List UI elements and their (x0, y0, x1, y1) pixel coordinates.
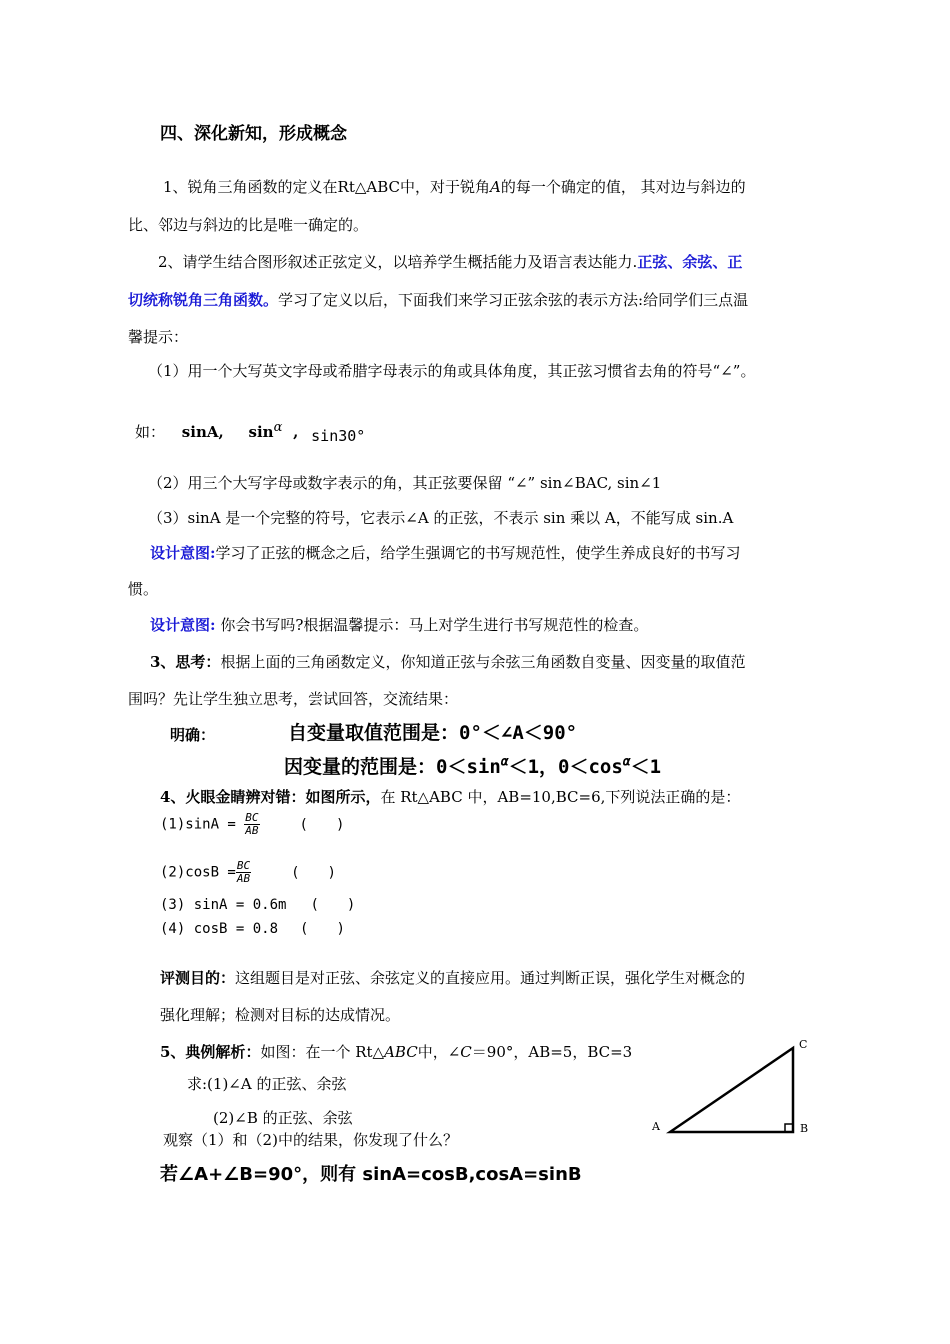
question-5-observe: 观察（1）和（2)中的结果，你发现了什么？ (163, 1131, 458, 1149)
paragraph-2-line-3: 馨提示： (128, 328, 189, 346)
fraction: $\frac{BC}{AB}$ (245, 811, 259, 837)
design-intent-1-line-2: 惯。 (128, 580, 159, 598)
q4-item-1: (1)sinA = $\frac{BC}{AB}$ ( ) (160, 811, 345, 837)
vertex-a-label: A (652, 1120, 660, 1133)
tip-2: （2）用三个大写字母或数字表示的角，其正弦要保留 “∠” sin∠BAC, sin∠1 (148, 474, 662, 492)
range-independent: 自变量取值范围是：0°＜∠A＜90° (288, 722, 578, 744)
evaluation-line-1: 评测目的：这组题目是对正弦、余弦定义的直接应用。通过判断正误，强化学生对概念的 (160, 969, 746, 987)
conclusion: 若∠A+∠B=90°，则有 sinA=cosB,cosA=sinB (160, 1164, 582, 1185)
paragraph-1-line-2: 比、邻边与斜边的比是唯一确定的。 (128, 216, 369, 234)
paragraph-2-line-1: 2、请学生结合图形叙述正弦定义，以培养学生概括能力及语言表达能力.正弦、余弦、正 (158, 253, 743, 271)
vertex-c-label: C (799, 1038, 808, 1051)
think-line-2: 围吗？先让学生独立思考，尝试回答，交流结果： (128, 690, 459, 708)
question-4: 4、火眼金睛辨对错：如图所示，在 Rt△ABC 中，AB=10,BC=6,下列说法正确的是： (160, 788, 741, 806)
design-intent-2: 设计意图: 你会书写吗?根据温馨提示：马上对学生进行书写规范性的检查。 (150, 616, 649, 634)
triangle-abc (670, 1048, 793, 1132)
example-line: 如： sinA, $\sin^\alpha$ , sin30° (135, 420, 366, 445)
question-5-ask-1: 求:(1)∠A 的正弦、余弦 (187, 1075, 347, 1093)
section-title: 四、深化新知，形成概念 (160, 124, 347, 144)
paragraph-2-line-2: 切统称锐角三角函数。学习了定义以后，下面我们来学习正弦余弦的表示方法:给同学们三点温 (128, 291, 749, 309)
think-line-1: 3、思考：根据上面的三角函数定义，你知道正弦与余弦三角函数自变量、因变量的取值范 (150, 653, 746, 671)
clear-label: 明确： (170, 726, 216, 744)
tip-3: （3）sinA 是一个完整的符号，它表示∠A 的正弦，不表示 sin 乘以 A，不能写成 sin.A (148, 509, 734, 527)
tip-1: （1）用一个大写英文字母或希腊字母表示的角或具体角度，其正弦习惯省去角的符号“∠”。 (148, 362, 756, 380)
fraction: $\frac{BC}{AB}$ (236, 859, 251, 885)
design-intent-1: 设计意图:学习了正弦的概念之后，给学生强调它的书写规范性，使学生养成良好的书写习 (150, 544, 741, 562)
question-5: 5、典例解析：如图：在一个 Rt△ABC中，∠C＝90°，AB=5，BC=3 (160, 1043, 633, 1061)
vertex-b-label: B (800, 1122, 809, 1135)
range-dependent: 因变量的范围是：$0<\sin^\alpha<1$，$0<\cos^\alpha<1$ (284, 754, 662, 778)
question-5-ask-2: (2)∠B 的正弦、余弦 (213, 1109, 353, 1127)
q4-item-4: (4) cosB = 0.8 ( ) (160, 921, 345, 937)
paragraph-1-line-1: 1、锐角三角函数的定义在Rt△ABC中，对于锐角A的每一个确定的值， 其对边与斜边的 (163, 178, 746, 196)
q4-item-3: (3) sinA = 0.6m ( ) (160, 897, 356, 913)
q4-item-2: (2)cosB = $\frac{BC}{AB}$ ( ) (160, 859, 336, 885)
evaluation-line-2: 强化理解；检测对目标的达成情况。 (160, 1006, 401, 1024)
triangle-figure (640, 1035, 830, 1145)
